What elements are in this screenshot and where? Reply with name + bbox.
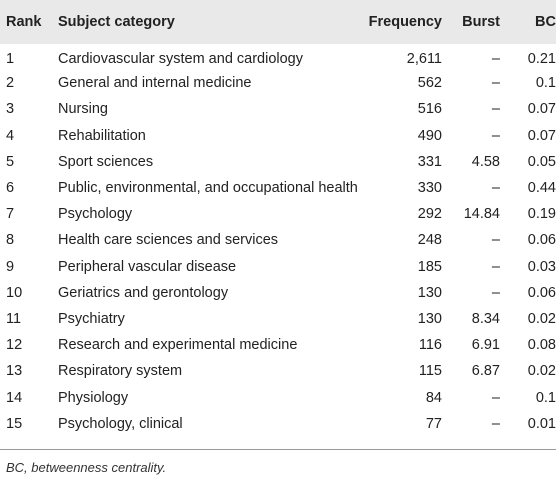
table-row [0, 175, 556, 201]
cell-burst: – [491, 75, 500, 92]
cell-frequency: 130 [417, 284, 442, 301]
cell-frequency: 84 [425, 389, 442, 406]
cell-bc: 0.08 [527, 337, 556, 354]
header-subject-category: Subject category [58, 14, 175, 30]
cell-rank: 9 [6, 258, 15, 275]
cell-bc: 0.21 [527, 50, 556, 67]
cell-frequency: 562 [417, 75, 442, 92]
table-row [0, 201, 556, 227]
cell-rank: 13 [6, 363, 23, 380]
cell-rank: 11 [6, 310, 22, 327]
cell-subject-category: Rehabilitation [58, 127, 146, 144]
cell-burst: – [491, 101, 500, 118]
cell-bc: 0.07 [527, 101, 556, 118]
table-row [0, 411, 556, 437]
cell-subject-category: Research and experimental medicine [58, 337, 298, 354]
cell-subject-category: Peripheral vascular disease [58, 258, 237, 275]
cell-burst: – [491, 127, 500, 144]
cell-bc: 0.07 [527, 127, 556, 144]
header-row [0, 0, 556, 44]
cell-rank: 8 [6, 232, 15, 249]
cell-frequency: 115 [418, 363, 442, 380]
cell-frequency: 292 [417, 206, 442, 223]
table-bottom-rule [0, 449, 556, 450]
cell-burst: – [491, 415, 500, 432]
cell-rank: 6 [6, 180, 15, 197]
cell-subject-category: Geriatrics and gerontology [58, 284, 229, 301]
cell-burst: 4.58 [471, 153, 500, 170]
table-row [0, 123, 556, 149]
cell-rank: 4 [6, 127, 15, 144]
table-row [0, 254, 556, 280]
table-row [0, 280, 556, 306]
header-rank: Rank [6, 14, 42, 30]
cell-rank: 1 [6, 50, 15, 67]
header-frequency: Frequency [368, 14, 442, 30]
table-row [0, 306, 556, 332]
cell-subject-category: Health care sciences and services [58, 232, 279, 249]
cell-frequency: 116 [418, 337, 442, 354]
cell-subject-category: Cardiovascular system and cardiology [58, 50, 303, 67]
table-row [0, 332, 556, 358]
table-footnote: BC, betweenness centrality. [6, 460, 167, 475]
cell-bc: 0.06 [527, 232, 556, 249]
cell-subject-category: Psychology, clinical [58, 415, 183, 432]
cell-burst: – [491, 180, 500, 197]
cell-frequency: 490 [417, 127, 442, 144]
cell-burst: – [491, 258, 500, 275]
cell-burst: 14.84 [463, 206, 500, 223]
cell-burst: 6.91 [471, 337, 500, 354]
cell-frequency: 248 [417, 232, 442, 249]
table-row [0, 384, 556, 410]
cell-rank: 5 [6, 153, 15, 170]
cell-frequency: 130 [417, 310, 442, 327]
header-burst: Burst [462, 14, 500, 30]
table-header [0, 0, 556, 44]
cell-rank: 10 [6, 284, 23, 301]
cell-burst: 6.87 [471, 363, 500, 380]
cell-rank: 7 [6, 206, 15, 223]
cell-burst: – [491, 284, 500, 301]
cell-burst: – [491, 50, 500, 67]
cell-subject-category: Psychology [58, 206, 133, 223]
table-row [0, 44, 556, 70]
cell-bc: 0.03 [527, 258, 556, 275]
table-row [0, 96, 556, 122]
cell-rank: 12 [6, 337, 23, 354]
table-body [0, 44, 556, 437]
cell-bc: 0.05 [527, 153, 556, 170]
cell-subject-category: Physiology [58, 389, 129, 406]
cell-bc: 0.19 [527, 206, 556, 223]
cell-frequency: 516 [417, 101, 442, 118]
cell-rank: 14 [6, 389, 23, 406]
cell-subject-category: Sport sciences [58, 153, 154, 170]
cell-bc: 0.02 [527, 310, 556, 327]
cell-frequency: 185 [417, 258, 442, 275]
cell-burst: – [491, 232, 500, 249]
table-row [0, 227, 556, 253]
header-bc: BC [535, 14, 556, 30]
cell-bc: 0.1 [535, 75, 556, 92]
cell-frequency: 2,611 [406, 50, 442, 67]
cell-bc: 0.06 [527, 284, 556, 301]
cell-burst: 8.34 [471, 310, 500, 327]
cell-rank: 3 [6, 101, 15, 118]
table-row [0, 358, 556, 384]
cell-frequency: 77 [425, 415, 442, 432]
cell-rank: 15 [6, 415, 23, 432]
table-row [0, 70, 556, 96]
cell-subject-category: Psychiatry [58, 310, 125, 327]
cell-frequency: 331 [417, 153, 442, 170]
cell-frequency: 330 [417, 180, 442, 197]
cell-burst: – [491, 389, 500, 406]
cell-bc: 0.01 [527, 415, 556, 432]
cell-subject-category: Respiratory system [58, 363, 183, 380]
cell-subject-category: General and internal medicine [58, 75, 252, 92]
cell-bc: 0.1 [535, 389, 556, 406]
table-row [0, 149, 556, 175]
cell-bc: 0.02 [527, 363, 556, 380]
cell-bc: 0.44 [527, 180, 556, 197]
cell-rank: 2 [6, 75, 15, 92]
cell-subject-category: Public, environmental, and occupational health [58, 180, 358, 197]
cell-subject-category: Nursing [58, 101, 108, 118]
